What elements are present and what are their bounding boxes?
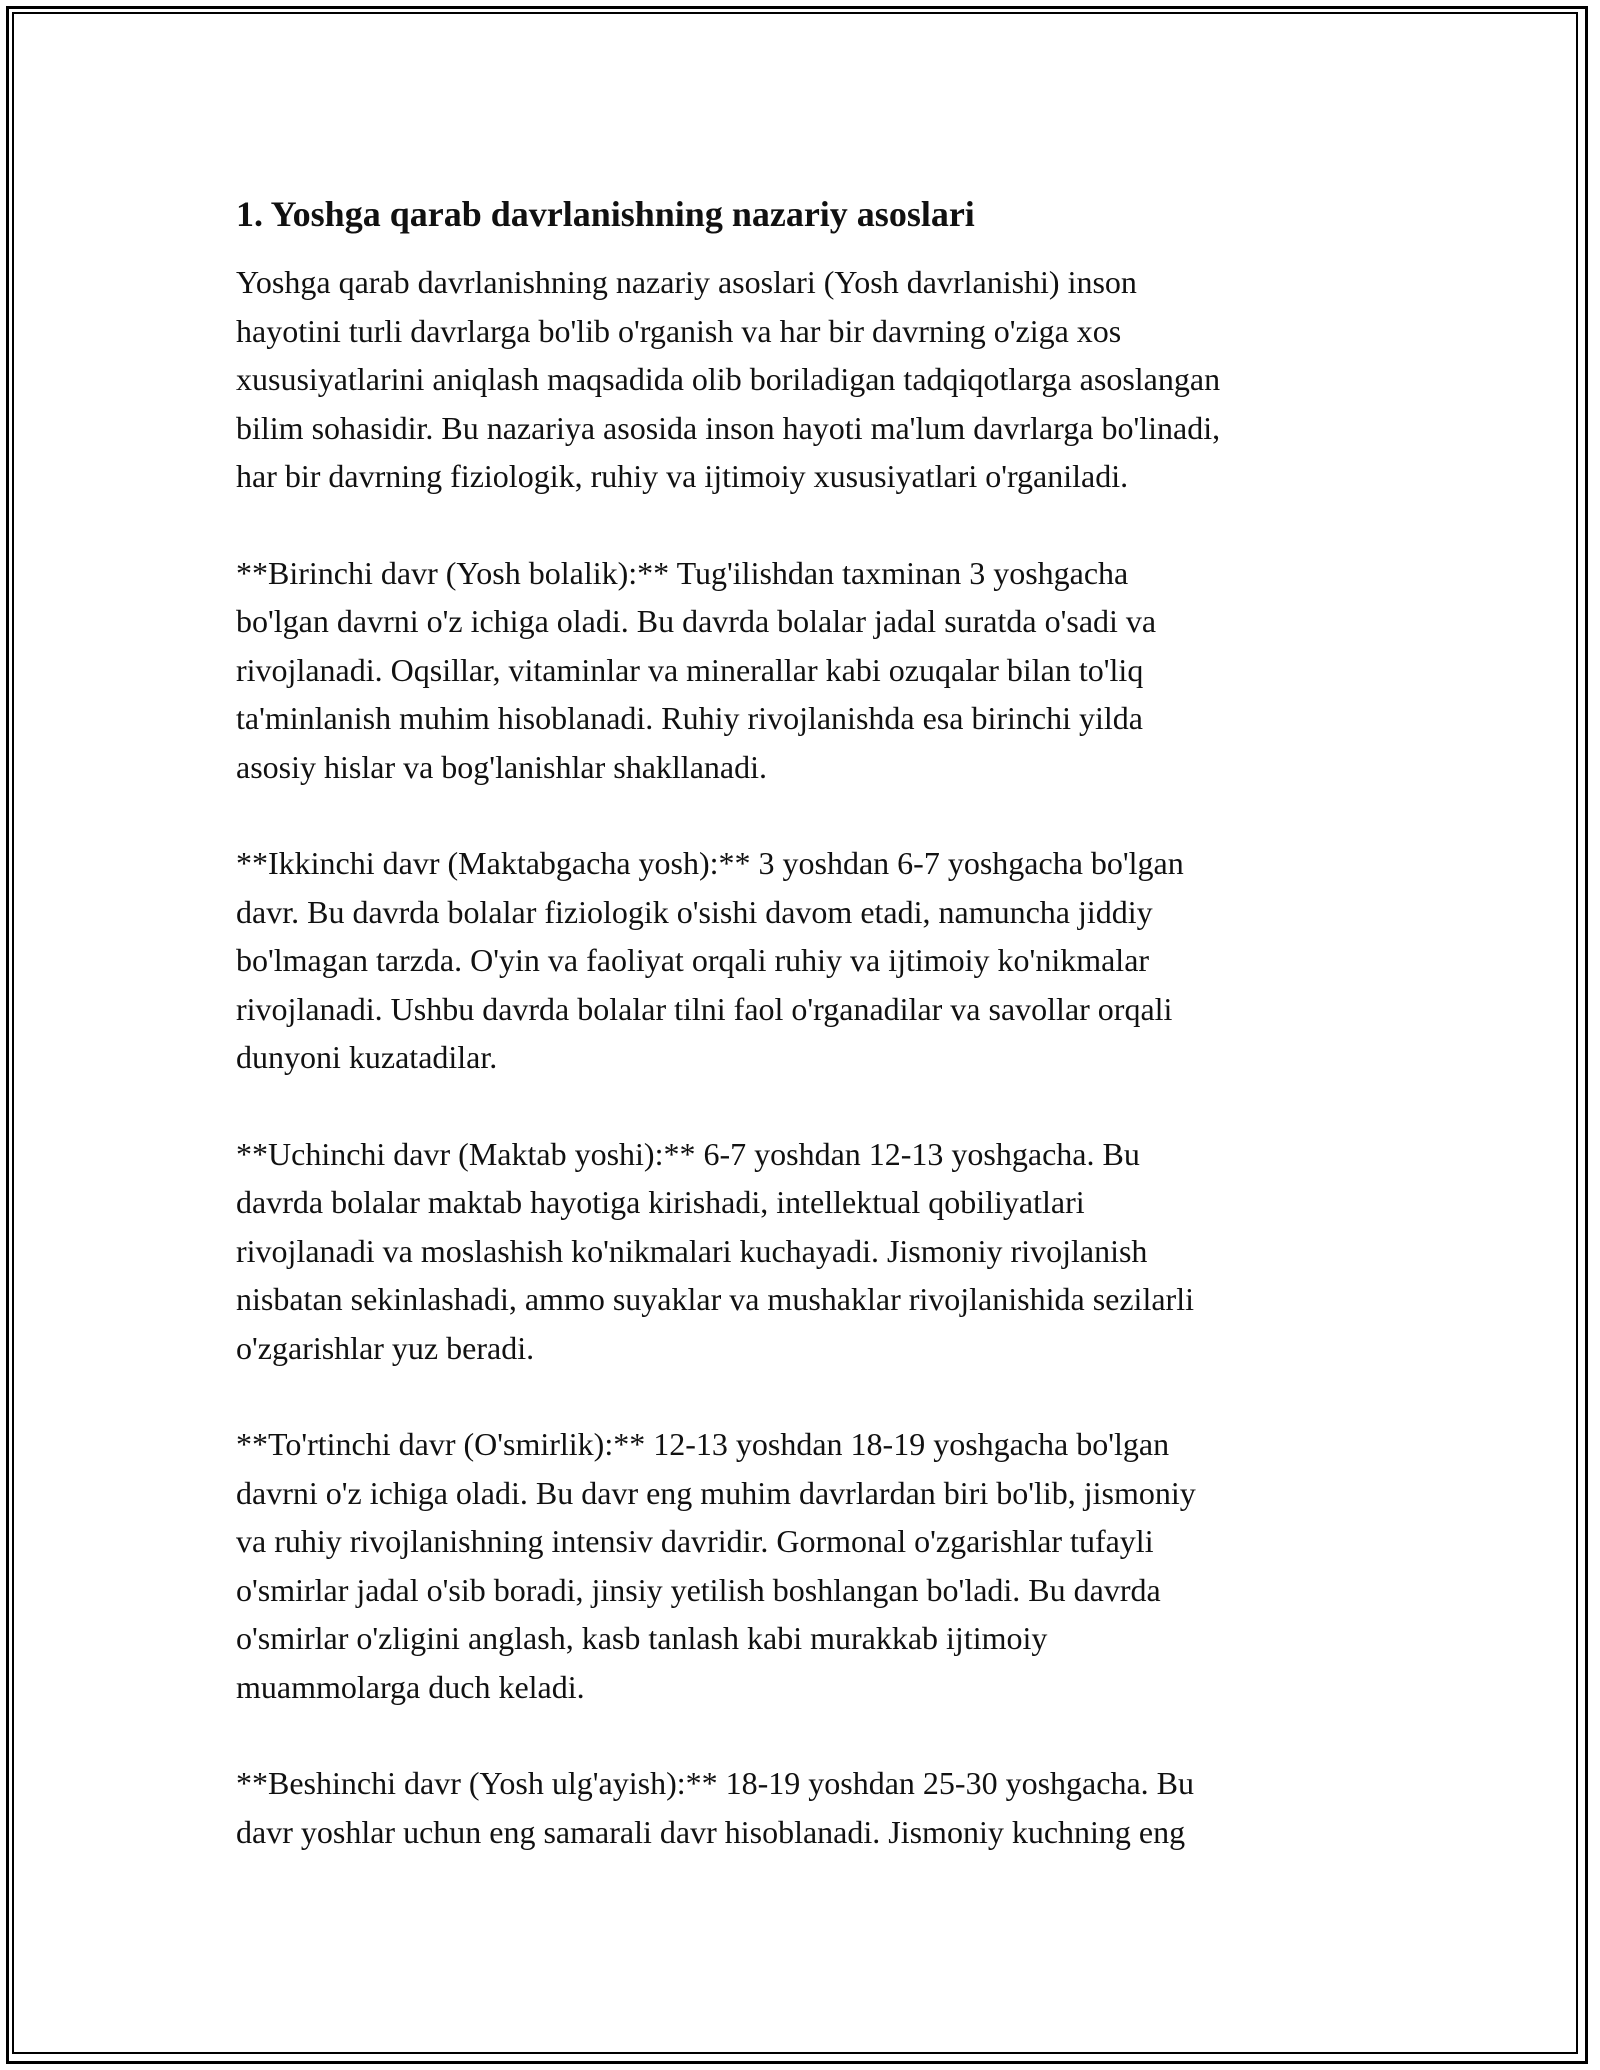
paragraph-fifth-period: **Beshinchi davr (Yosh ulg'ayish):** 18-19 yoshdan 25-30 yoshgacha. Bu davr yoshlar uchun eng samarali davr hisoblanadi. Jismoniy kuchning eng bbox=[236, 1765, 1194, 1850]
paragraph-first-period: **Birinchi davr (Yosh bolalik):** Tug'ilishdan taxminan 3 yoshgacha bo'lgan davrni o'z ichiga oladi. Bu davrda bolalar jadal suratda o'sadi va rivojlanadi. Oqsillar, vitaminlar va minerallar kabi ozuqalar bilan to'liq ta'minlanish muhim hisoblanadi. Ruhiy rivojlanishda esa birinchi yilda asosiy hislar va bog'lanishlar shakllanadi. bbox=[236, 554, 1157, 785]
paragraph-second-period: **Ikkinchi davr (Maktabgacha yosh):** 3 yoshdan 6-7 yoshgacha bo'lgan davr. Bu davrda bolalar fiziologik o'sishi davom etadi, namuncha jiddiy bo'lmagan tarzda. O'yin va faoliyat orqali ruhiy va ijtimoiy ko'nikmalar rivojlanadi. Ushbu davrda bolalar tilni faol o'rganadilar va savollar orqali dunyoni kuzatadilar. bbox=[236, 845, 1184, 1075]
intro-paragraph: Yoshga qarab davrlanishning nazariy asoslari (Yosh davrlanishi) inson hayotini turli davrlarga bo'lib o'rganish va har bir davrning o'ziga xos xususiyatlarini aniqlash maqsadida olib boriladigan tadqiqotlarga asoslangan bilim sohasidir. Bu nazariya asosida inson hayoti ma'lum davrlarga bo'linadi, har bir davrning fiziologik, ruhiy va ijtimoiy xususiyatlari o'rganiladi. bbox=[236, 264, 1221, 494]
paragraph-fourth-period: **To'rtinchi davr (O'smirlik):** 12-13 yoshdan 18-19 yoshgacha bo'lgan davrni o'z ichiga oladi. Bu davr eng muhim davrlardan biri bo'lib, jismoniy va ruhiy rivojlanishning intensiv davridir. Gormonal o'zgarishlar tufayli o'smirlar jadal o'sib boradi, jinsiy yetilish boshlangan bo'ladi. Bu davrda o'smirlar o'zligini anglash, kasb tanlash kabi murakkab ijtimoiy muammolarga duch keladi. bbox=[236, 1426, 1196, 1705]
document-body bbox=[236, 190, 1386, 1904]
paragraph-third-period: **Uchinchi davr (Maktab yoshi):** 6-7 yoshdan 12-13 yoshgacha. Bu davrda bolalar maktab hayotiga kirishadi, intellektual qobiliyatlari rivojlanadi va moslashish ko'nikmalari kuchayadi. Jismoniy rivojlanish nisbatan sekinlashadi, ammo suyaklar va mushaklar rivojlanishida sezilarli o'zgarishlar yuz beradi. bbox=[236, 1135, 1194, 1366]
section-heading: 1. Yoshga qarab davrlanishning nazariy asoslari bbox=[236, 194, 975, 234]
